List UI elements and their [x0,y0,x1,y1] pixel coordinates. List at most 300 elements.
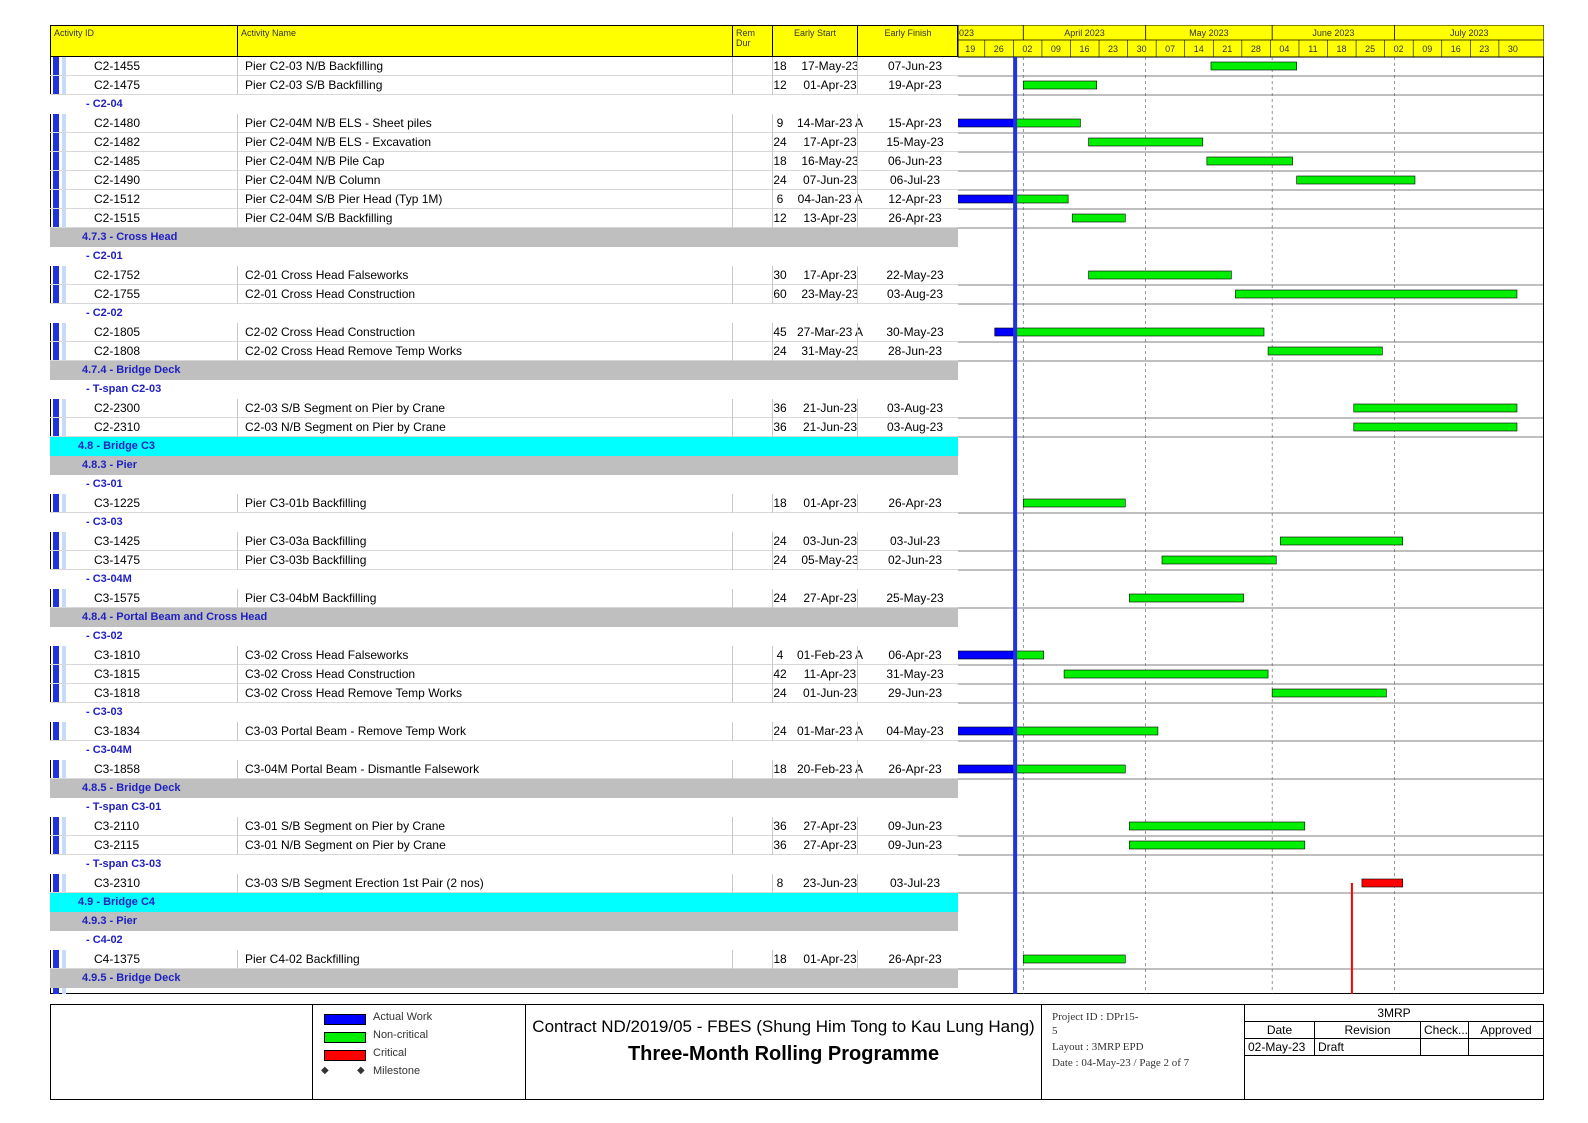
early-finish: 29-Jun-23 [887,686,943,700]
table-row [50,532,958,551]
column-divider [857,836,858,855]
rem-dur: 8 [776,876,784,890]
activity-name: Pier C2-04M N/B Column [245,173,381,187]
gantt-bar-actual [958,651,1015,659]
wbs-row [50,228,958,247]
early-start: 23-May-23 [801,287,859,301]
column-divider [772,399,773,418]
rem-dur: 24 [773,591,787,605]
activity-name: C2-03 N/B Segment on Pier by Crane [245,420,446,434]
gantt-bar-noncritical [1015,328,1264,336]
activity-name: Pier C2-04M N/B Pile Cap [245,154,385,168]
early-finish: 12-Apr-23 [888,192,942,206]
month-label: May 2023 [1189,28,1229,38]
table-row [50,209,958,228]
column-divider [237,285,238,304]
column-divider [237,266,238,285]
activity-name: C2-02 Cross Head Construction [245,325,416,339]
column-divider [732,684,733,703]
column-divider [857,323,858,342]
column-divider [857,76,858,95]
column-divider [772,209,773,228]
column-divider [772,646,773,665]
column-divider [237,418,238,437]
column-divider [857,342,858,361]
gantt-bar-noncritical [1089,138,1203,146]
activity-id: C3-1575 [94,591,141,605]
legend-critical-label: Critical [373,1047,407,1059]
rev-check [1421,1039,1469,1056]
column-divider [237,114,238,133]
week-label: 11 [1308,44,1318,54]
activity-name: Pier C2-04M N/B ELS - Sheet piles [245,116,432,130]
column-divider [732,722,733,741]
rem-dur: 18 [773,496,787,510]
column-divider [237,836,238,855]
table-row [50,133,958,152]
column-divider [237,589,238,608]
month-label: July 2023 [1450,28,1489,38]
col-rem-dur: Rem Dur [733,26,773,56]
month-label: April 2023 [1064,28,1105,38]
column-divider [857,646,858,665]
column-divider [732,171,733,190]
wbs-row [50,513,958,532]
early-start: 23-Jun-23 [802,876,858,890]
wbs-label: 4.9.3 - Pier [82,915,138,927]
wbs-label: - T-span C3-03 [86,858,162,870]
activity-name: Pier C2-03 N/B Backfilling [245,59,384,73]
contract-title: Contract ND/2019/05 - FBES (Shung Him Tong to Kau Lung Hang) [532,1017,1035,1036]
early-finish: 07-Jun-23 [887,59,943,73]
gantt-bar-noncritical [1268,347,1382,355]
rem-dur: 36 [773,420,787,434]
column-divider [857,817,858,836]
column-divider [237,494,238,513]
column-divider [732,323,733,342]
week-label: 09 [1422,44,1433,54]
gantt-bar-noncritical [1354,423,1517,431]
early-start: 01-Apr-23 [803,496,857,510]
week-label: 30 [1507,44,1518,54]
early-start: 17-Apr-23 [803,135,857,149]
col-early-finish: Early Finish [884,28,932,38]
activity-id: C3-1225 [94,496,141,510]
blank-cell [51,1005,313,1099]
activity-id: C2-1808 [94,344,141,358]
early-start: 07-Jun-23 [802,173,858,187]
legend-milestone-label: Milestone [373,1065,421,1077]
column-divider [772,722,773,741]
gantt-bar-noncritical [1015,651,1044,659]
activity-name: C3-02 Cross Head Construction [245,667,416,681]
rem-dur: 24 [773,553,787,567]
column-divider [237,874,238,893]
legend [313,1005,526,1099]
early-start: 01-Apr-23 [803,78,857,92]
gantt-bar-noncritical [1129,841,1304,849]
wbs-label: - C4-02 [86,934,123,946]
early-finish: 22-May-23 [886,268,944,282]
wbs-label: 4.8.4 - Portal Beam and Cross Head [82,611,268,623]
activity-name: C3-03 S/B Segment Erection 1st Pair (2 nos) [245,876,484,890]
column-divider [732,646,733,665]
week-label: 18 [1336,44,1347,54]
column-divider [772,874,773,893]
column-divider [237,323,238,342]
gantt-bar-noncritical [1015,195,1068,203]
wbs-row [50,95,958,114]
early-start: 01-Jun-23 [802,686,858,700]
early-finish: 03-Jul-23 [889,876,941,890]
activity-name: C3-01 N/B Segment on Pier by Crane [245,838,446,852]
activity-id: C2-1485 [94,154,141,168]
column-divider [857,114,858,133]
early-finish: 09-Jun-23 [887,819,943,833]
title-cell [526,1005,1042,1099]
column-divider [772,589,773,608]
table-row [50,342,958,361]
column-divider [237,532,238,551]
column-divider [857,133,858,152]
column-divider [732,57,733,76]
wbs-label: - C3-03 [86,516,123,528]
gantt-bar-noncritical [1207,157,1293,165]
early-start: 01-Mar-23 A [796,724,864,738]
wbs-label: - C3-04M [86,744,132,756]
column-divider [732,532,733,551]
week-label: 21 [1222,44,1233,54]
activity-name: C2-01 Cross Head Construction [245,287,416,301]
table-row [50,551,958,570]
early-finish: 04-May-23 [886,724,944,738]
early-finish: 02-Jun-23 [887,553,943,567]
rem-dur: 4 [776,648,784,662]
gantt-chart [958,25,1544,994]
column-divider [772,171,773,190]
early-start: 01-Apr-23 [803,952,857,966]
early-start: 03-Jun-23 [802,534,858,548]
wbs-row [50,361,958,380]
wbs-row [50,912,958,931]
column-divider [772,494,773,513]
column-divider [772,950,773,969]
column-divider [237,342,238,361]
week-label: 28 [1250,44,1261,54]
column-divider [857,532,858,551]
week-label: 16 [1450,44,1461,54]
early-start: 31-May-23 [801,344,859,358]
activity-name: C3-02 Cross Head Falseworks [245,648,409,662]
column-divider [732,266,733,285]
activity-id: C2-1475 [94,78,141,92]
early-start: 20-Feb-23 A [796,762,864,776]
column-divider [237,133,238,152]
table-row [50,817,958,836]
title-block [50,1004,1544,1100]
wbs-row [50,247,958,266]
column-divider [732,190,733,209]
column-divider [857,266,858,285]
week-label: 02 [1393,44,1404,54]
week-label: 07 [1165,44,1176,54]
wbs-row [50,304,958,323]
column-divider [732,817,733,836]
rev-header-approved: Approved [1469,1022,1543,1039]
gantt-bar-noncritical [1297,176,1415,184]
activity-name: Pier C3-01b Backfilling [245,496,367,510]
week-label: 23 [1479,44,1490,54]
table-row [50,190,958,209]
column-divider [732,209,733,228]
column-divider [857,57,858,76]
gantt-bar-noncritical [1015,727,1158,735]
col-early-start: Early Start [773,26,858,56]
legend-actual-swatch [324,1014,366,1025]
rem-dur: 24 [773,534,787,548]
wbs-label: - C2-04 [86,98,123,110]
gantt-bar-noncritical [1015,765,1125,773]
rev-header-revision: Revision [1315,1022,1421,1039]
activity-id: C2-2300 [94,401,141,415]
table-row [50,722,958,741]
wbs-row [50,627,958,646]
month-label: June 2023 [1312,28,1355,38]
wbs-row [50,380,958,399]
gantt-bar-noncritical [1211,62,1297,70]
column-divider [237,817,238,836]
column-divider [857,722,858,741]
gantt-bar-noncritical [1354,404,1517,412]
activity-name: C2-03 S/B Segment on Pier by Crane [245,401,446,415]
column-divider [857,190,858,209]
activity-name: Pier C2-03 S/B Backfilling [245,78,383,92]
early-finish: 15-Apr-23 [888,116,942,130]
column-divider [772,266,773,285]
rev-date: 02-May-23 [1245,1039,1315,1056]
column-divider [772,532,773,551]
layout-name: Layout : 3MRP EPD [1052,1041,1144,1053]
column-divider [732,836,733,855]
wbs-label: - T-span C3-01 [86,801,162,813]
activity-id: C2-1480 [94,116,141,130]
table-row [50,266,958,285]
gantt-bar-noncritical [1023,955,1125,963]
column-divider [237,684,238,703]
table-row [50,836,958,855]
wbs-label: - C2-01 [86,250,123,262]
col-activity-name: Activity Name [238,26,733,56]
activity-name: Pier C3-03b Backfilling [245,553,367,567]
rem-dur: 12 [773,78,787,92]
column-divider [772,152,773,171]
column-divider [772,418,773,437]
activity-id: C2-1805 [94,325,141,339]
week-label: 04 [1279,44,1290,54]
rem-dur: 45 [773,325,787,339]
col-activity-id: Activity ID [51,26,238,56]
wbs-label: - C3-02 [86,630,123,642]
rev-revision: Draft [1315,1039,1421,1056]
wbs-label: 4.8 - Bridge C3 [78,440,156,452]
wbs-label: 4.8.3 - Pier [82,459,138,471]
week-label: 25 [1365,44,1376,54]
week-label: 02 [1022,44,1033,54]
early-start: 27-Apr-23 [803,838,857,852]
wbs-label: - T-span C2-03 [86,383,162,395]
wbs-label: 4.9 - Bridge C4 [78,896,156,908]
early-start: 04-Jan-23 A [797,192,863,206]
column-divider [857,209,858,228]
column-divider [732,589,733,608]
wbs-row [50,798,958,817]
early-start: 16-May-23 [801,154,859,168]
table-row [50,399,958,418]
column-divider [732,950,733,969]
rem-dur: 42 [773,667,787,681]
wbs-label: 4.7.3 - Cross Head [82,231,178,243]
wbs-row [50,608,958,627]
gantt-bar-noncritical [1023,499,1125,507]
project-id: Project ID : DPr15- [1052,1011,1139,1023]
column-divider [857,589,858,608]
column-divider [732,152,733,171]
column-divider [732,551,733,570]
rem-dur: 9 [776,116,784,130]
column-divider [732,494,733,513]
project-id-cont: 5 [1052,1025,1058,1037]
table-row [50,152,958,171]
activity-id: C3-2115 [94,838,140,852]
gantt-bar-noncritical [1129,822,1304,830]
rem-dur: 18 [773,59,787,73]
column-divider [732,874,733,893]
rem-dur: 18 [773,154,787,168]
gantt-bar-actual [958,727,1015,735]
rem-dur: 24 [773,686,787,700]
gantt-bar-noncritical [1235,290,1517,298]
activity-id: C2-1512 [94,192,141,206]
rem-dur: 12 [773,211,787,225]
activity-name: C2-02 Cross Head Remove Temp Works [245,344,462,358]
column-divider [772,551,773,570]
early-start: 11-Apr-23 [803,667,857,681]
activity-id: C3-1475 [94,553,141,567]
early-finish: 03-Jul-23 [889,534,941,548]
early-finish: 06-Jul-23 [889,173,941,187]
column-divider [772,76,773,95]
activity-id: C3-1834 [94,724,141,738]
activity-name: C2-01 Cross Head Falseworks [245,268,409,282]
early-finish: 26-Apr-23 [888,211,942,225]
activity-id: C3-1810 [94,648,141,662]
column-divider [857,551,858,570]
month-label: 023 [959,28,975,38]
early-start: 21-Jun-23 [802,401,858,415]
activity-id: C2-1482 [94,135,141,149]
column-divider [237,950,238,969]
rem-dur: 36 [773,819,787,833]
gantt-bar-actual [958,119,1015,127]
rem-dur: 60 [773,287,787,301]
gantt-bar-noncritical [1072,214,1125,222]
table-row [50,285,958,304]
column-divider [237,152,238,171]
gantt-bar-noncritical [1272,689,1386,697]
gantt-bar-critical [1362,879,1403,887]
column-divider [237,551,238,570]
column-divider [732,76,733,95]
column-divider [732,285,733,304]
week-label: 26 [993,44,1004,54]
column-divider [732,114,733,133]
early-finish: 28-Jun-23 [887,344,943,358]
column-divider [237,760,238,779]
column-divider [732,342,733,361]
programme-title: Three-Month Rolling Programme [627,1043,940,1065]
revision-table-title: 3MRP [1245,1005,1543,1022]
rem-dur: 36 [773,401,787,415]
gantt-bar-noncritical [1064,670,1268,678]
activity-id: C2-1752 [94,268,141,282]
column-divider [237,190,238,209]
rev-header-date: Date [1245,1022,1315,1039]
table-row [50,418,958,437]
activity-name: Pier C2-04M S/B Backfilling [245,211,393,225]
table-row [50,874,958,893]
table-row [50,646,958,665]
early-finish: 09-Jun-23 [887,838,943,852]
print-date: Date : 04-May-23 / Page 2 of 7 [1052,1057,1190,1069]
table-row [50,494,958,513]
gantt-bar-actual [958,195,1015,203]
rev-header-check: Check... [1421,1022,1469,1039]
column-divider [732,133,733,152]
wbs-row [50,570,958,589]
wbs-row [50,741,958,760]
early-finish: 03-Aug-23 [886,420,944,434]
activity-name: Pier C3-03a Backfilling [245,534,367,548]
early-finish: 26-Apr-23 [888,952,942,966]
column-divider [237,171,238,190]
activity-id: C3-1818 [94,686,141,700]
wbs-label: 4.7.4 - Bridge Deck [82,364,181,376]
activity-name: C3-04M Portal Beam - Dismantle Falsework [245,762,480,776]
rem-dur: 6 [776,192,784,206]
column-divider [857,684,858,703]
gantt-bar-noncritical [1162,556,1276,564]
table-header [50,25,958,57]
week-label: 14 [1193,44,1204,54]
legend-noncritical-swatch [324,1032,366,1043]
column-divider [857,760,858,779]
early-finish: 26-Apr-23 [888,496,942,510]
wbs-row [50,893,958,912]
column-divider [237,76,238,95]
activity-id: C2-1755 [94,287,141,301]
legend-noncritical-label: Non-critical [373,1029,429,1041]
wbs-row [50,437,958,456]
early-finish: 19-Apr-23 [888,78,942,92]
early-start: 17-Apr-23 [803,268,857,282]
column-divider [772,285,773,304]
activity-name: C3-01 S/B Segment on Pier by Crane [245,819,446,833]
wbs-label: - C2-02 [86,307,123,319]
week-label: 19 [965,44,976,54]
activity-name: Pier C2-04M N/B ELS - Excavation [245,135,432,149]
column-divider [857,285,858,304]
table-row [50,950,958,969]
